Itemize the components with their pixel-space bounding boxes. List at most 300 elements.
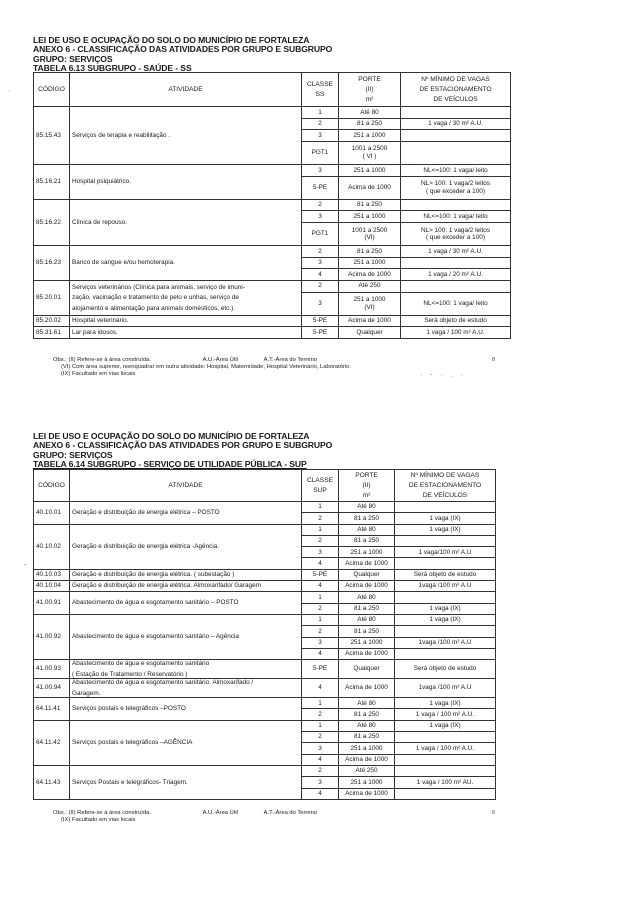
parking-value: NL<=100: 1 vaga/ leito	[423, 212, 488, 220]
activity-code: 40.10.02	[34, 524, 70, 569]
class-cell: 2	[302, 603, 339, 614]
activity-text-line: Geração e distribuição de energia elétrica. ( subestação )	[72, 571, 235, 579]
parking-value: NL> 100: 1 vaga/2 leitos	[420, 180, 491, 188]
activity-description	[70, 107, 302, 165]
class-cell: 3	[302, 164, 339, 176]
parking-cell	[401, 327, 511, 339]
activity-description	[70, 502, 302, 525]
parking-cell	[395, 614, 496, 625]
parking-value: 1 vaga (IX)	[429, 616, 461, 624]
class-cell: 2	[302, 280, 339, 292]
porte-cell	[339, 280, 401, 292]
parking-cell	[401, 211, 511, 223]
table-title: TABELA 6.14 SUBGRUPO - SERVIÇO DE UTILIDADE PÚBLICA - SUP	[33, 459, 307, 470]
annex-title: ANEXO 6 - CLASSIFICAÇÃO DAS ATIVIDADES POR GRUPO E SUBGRUPO	[33, 440, 333, 451]
porte-value: 81 a 250	[357, 201, 382, 209]
porte-cell	[339, 614, 395, 625]
parking-value: 1 vaga (IX)	[429, 699, 461, 707]
porte-value: 81 a 250	[354, 514, 379, 522]
class-cell: 5-PE	[302, 660, 339, 679]
activity-description	[70, 679, 302, 698]
activity-code: 64.11.43	[34, 765, 70, 799]
parking-cell	[395, 502, 496, 513]
activity-description	[70, 199, 302, 245]
porte-cell	[339, 603, 395, 614]
activity-text-line: Serviços de terapia e reabilitação .	[72, 131, 171, 139]
porte-cell	[339, 660, 395, 679]
porte-value: 251 a 1000	[353, 131, 386, 139]
porte-value: Acima de 1000	[345, 559, 388, 567]
parking-value: 1 vaga / 100 m² A.U.	[415, 744, 475, 752]
class-cell: PGT1	[302, 222, 339, 245]
class-cell: 2	[302, 626, 339, 637]
activity-description	[70, 698, 302, 721]
parking-value: 1 vaga (IX)	[429, 605, 461, 613]
parking-value: NL> 100: 1 vaga/2 leitos	[420, 226, 491, 234]
activity-text-line: Serviços Postais e telegráficos- Triagem.	[72, 778, 188, 786]
note-ix: (IX) Facultado em vias locais	[61, 371, 136, 377]
activity-text-line: Hospital veterinário.	[72, 317, 129, 325]
class-cell: 1	[302, 614, 339, 625]
class-cell: 4	[302, 648, 339, 659]
porte-cell	[339, 164, 401, 176]
activity-text-line: alojamento e alimentação para animais domésticos, etc.).	[72, 304, 236, 312]
class-cell: 2	[302, 118, 339, 130]
activity-text-line: Serviços veterinários (Clínica para animais, serviço de imuni-	[72, 283, 245, 291]
class-cell: 3	[302, 130, 339, 142]
parking-cell	[395, 592, 496, 603]
scan-speck: · - · . ·	[420, 372, 467, 379]
note-row-1	[53, 357, 351, 364]
activity-description	[70, 660, 302, 679]
col-header-porte	[339, 470, 395, 502]
activity-description	[70, 765, 302, 799]
activity-code: 85.20.02	[34, 315, 70, 327]
porte-cell	[339, 292, 401, 315]
note-area-construida: Obs.: (II) Refere-se à área construída.	[53, 357, 151, 363]
porte-value: 251 a 1000	[350, 638, 383, 646]
class-cell: 5-PE	[302, 315, 339, 327]
porte-value: 81 a 250	[354, 627, 379, 635]
activity-text-line: Abastecimento de água e esgotamento sanitário – Agência	[72, 633, 239, 641]
porte-cell	[339, 777, 395, 788]
vagas-label-1: Nº MÍNIMO DE VAGAS	[421, 75, 490, 83]
class-sub-label: SS	[315, 90, 325, 98]
activity-code: 41.00.94	[34, 679, 70, 698]
porte-cell	[339, 679, 395, 698]
parking-cell	[401, 199, 511, 211]
porte-cell	[339, 648, 395, 659]
porte-cell	[339, 720, 395, 731]
class-cell: 4	[302, 754, 339, 765]
activity-description	[70, 315, 302, 327]
porte-cell	[339, 524, 395, 535]
porte-value: Até 80	[357, 593, 376, 601]
parking-cell	[401, 176, 511, 199]
parking-cell	[401, 118, 511, 130]
parking-note: ( que exceder a 100)	[426, 187, 485, 195]
activity-code: 40.10.01	[34, 502, 70, 525]
porte-value: Acima de 1000	[345, 684, 388, 692]
porte-note: (VI)	[364, 303, 375, 311]
parking-cell	[395, 743, 496, 754]
parking-cell	[395, 524, 496, 535]
activity-text-line: Serviços postais e telegráficos –POSTO	[72, 705, 186, 713]
porte-value: Até 250	[355, 767, 378, 775]
class-cell: 5-PE	[302, 176, 339, 199]
porte-cell	[339, 626, 395, 637]
class-cell: 2	[302, 513, 339, 524]
activity-code: 41.00.91	[34, 592, 70, 615]
law-title: LEI DE USO E OCUPAÇÃO DO SOLO DO MUNICÍPIO DE FORTALEZA	[33, 35, 310, 45]
parking-value: NL<=100: 1 vaga/ leito	[423, 299, 488, 307]
class-cell: 4	[302, 788, 339, 799]
parking-cell	[395, 648, 496, 659]
activity-text-line: Abastecimento de água e esgotamento sanitário. Almoxarifado /	[72, 679, 254, 687]
page-number: 6	[492, 810, 496, 816]
class-cell: 2	[302, 535, 339, 546]
porte-cell	[339, 257, 401, 269]
class-cell: 2	[302, 732, 339, 743]
table-title: TABELA 6.13 SUBGRUPO - SAÚDE - SS	[33, 63, 192, 74]
porte-value: Qualquer	[353, 665, 380, 673]
porte-value: 251 a 1000	[350, 744, 383, 752]
note-at: A.T.-Área do Terreno	[263, 357, 318, 363]
activity-text-line: ( Estação de Tratamento / Reservatório )	[72, 670, 188, 678]
table-row	[34, 698, 496, 709]
parking-cell	[395, 581, 496, 592]
parking-cell	[401, 292, 511, 315]
porte-value: 251 a 1000	[353, 259, 386, 267]
class-cell: 3	[302, 547, 339, 558]
class-cell: PGT1	[302, 141, 339, 164]
porte-cell	[339, 269, 401, 281]
porte-label: PORTE	[358, 75, 381, 83]
class-sub-label: SUP	[313, 486, 327, 494]
parking-cell	[401, 130, 511, 142]
parking-cell	[395, 777, 496, 788]
table-row	[34, 524, 496, 535]
parking-note: ( que exceder a 100)	[426, 234, 485, 242]
parking-cell	[395, 709, 496, 720]
parking-value: 1 vaga (IX)	[429, 514, 461, 522]
porte-cell	[339, 246, 401, 258]
activity-code: 64.11.42	[34, 720, 70, 765]
porte-value: 81 a 250	[354, 605, 379, 613]
group-title: GRUPO: SERVIÇOS	[33, 53, 113, 64]
parking-value: 1 vaga / 100 m² A.U.	[415, 710, 475, 718]
class-cell: 1	[302, 720, 339, 731]
porte-cell	[339, 558, 395, 569]
note-au: A.U.-Área Útil	[202, 810, 239, 816]
table-613	[33, 72, 511, 339]
class-cell: 2	[302, 246, 339, 258]
porte-cell	[339, 788, 395, 799]
table-row	[34, 720, 496, 731]
parking-value: 1vaga /100 m² A.U	[418, 684, 472, 692]
class-cell: 3	[302, 743, 339, 754]
activity-text-line: Serviços postais e telegráficos –AGÊNCIA	[72, 739, 193, 747]
vagas-label-1: Nº MÍNIMO DE VAGAS	[410, 471, 480, 479]
parking-cell	[395, 569, 496, 580]
porte-value: 251 a 1000	[350, 548, 383, 556]
parking-value: 1 vaga / 100 m² AU.	[416, 778, 474, 786]
note-row-1	[53, 810, 317, 817]
class-cell: 3	[302, 777, 339, 788]
table-row	[34, 246, 511, 258]
parking-value: 1vaga /100 m² A.U	[418, 638, 472, 646]
activity-code: 85.16.22	[34, 199, 70, 245]
porte-note: (II)	[362, 481, 371, 489]
porte-cell	[339, 581, 395, 592]
parking-value: 1 vaga / 100 m² A.U.	[426, 328, 485, 336]
class-cell: 3	[302, 637, 339, 648]
porte-value: 251 a 1000	[353, 166, 386, 174]
porte-note: (VI)	[364, 234, 375, 242]
porte-unit: m²	[362, 491, 371, 499]
activity-description	[70, 524, 302, 569]
parking-cell	[395, 626, 496, 637]
class-cell: 5-PE	[302, 327, 339, 339]
col-header-class	[302, 73, 339, 107]
table-row	[34, 660, 496, 679]
activity-description	[70, 327, 302, 339]
vagas-label-2: DE ESTACIONAMENTO	[408, 481, 482, 489]
class-cell: 4	[302, 558, 339, 569]
parking-value: 1 vaga (IX)	[429, 525, 461, 533]
porte-value: 81 a 250	[357, 120, 382, 128]
class-cell: 4	[302, 581, 339, 592]
porte-value: Até 80	[360, 108, 379, 116]
class-cell: 1	[302, 698, 339, 709]
activity-text-line: Geração e distribuição de energia elétrica. Almoxarifado/ Garagem	[72, 582, 261, 590]
parking-value: 1 vaga/100 m² A.U	[418, 548, 472, 556]
law-title: LEI DE USO E OCUPAÇÃO DO SOLO DO MUNICÍPIO DE FORTALEZA	[33, 431, 310, 441]
class-label: CLASSE	[306, 476, 334, 484]
parking-cell	[395, 535, 496, 546]
porte-value: Até 80	[357, 525, 376, 533]
note-at: A.T.-Área do Terreno	[263, 810, 318, 816]
table-613-header	[33, 36, 332, 74]
class-cell: 5-PE	[302, 569, 339, 580]
porte-value: Acima de 1000	[345, 582, 388, 590]
activity-code: 85.16.21	[34, 164, 70, 199]
activity-code: 85.15.43	[34, 107, 70, 165]
activity-text-line: Geração e distribuição de energia elétrica -Agência.	[72, 542, 220, 550]
activity-description	[70, 581, 302, 592]
porte-cell	[339, 709, 395, 720]
class-cell: 2	[302, 709, 339, 720]
table-row	[34, 164, 511, 176]
porte-value: Acima de 1000	[348, 183, 391, 191]
porte-value: Até 80	[357, 722, 376, 730]
activity-description	[70, 614, 302, 659]
porte-cell	[339, 637, 395, 648]
activity-code: 40.10.04	[34, 581, 70, 592]
table-row	[34, 581, 496, 592]
note-ix: (IX) Facultado em vias locais	[61, 817, 136, 823]
porte-value: Qualquer	[356, 328, 383, 336]
porte-cell	[339, 547, 395, 558]
porte-value: 81 a 250	[354, 537, 379, 545]
activity-code: 64.11.41	[34, 698, 70, 721]
class-cell: 1	[302, 502, 339, 513]
parking-cell	[395, 754, 496, 765]
porte-value: 251 a 1000	[353, 212, 386, 220]
parking-cell	[401, 315, 511, 327]
class-cell: 1	[302, 592, 339, 603]
class-cell: 4	[302, 679, 339, 698]
parking-value: Será objeto de estudo	[413, 571, 477, 579]
porte-cell	[339, 592, 395, 603]
parking-value: 1 vaga / 20 m² A.U.	[428, 270, 483, 278]
porte-cell	[339, 502, 395, 513]
parking-value: 1 vaga / 30 m² A.U.	[428, 120, 483, 128]
scan-speck: -	[24, 562, 27, 569]
porte-cell	[339, 698, 395, 709]
porte-label: PORTE	[355, 471, 378, 479]
porte-unit: m²	[365, 95, 374, 103]
vagas-label-3: DE VEÍCULOS	[422, 491, 468, 499]
parking-cell	[395, 698, 496, 709]
class-cell: 2	[302, 765, 339, 776]
col-header-code: CÓDIGO	[34, 73, 70, 107]
activity-description	[70, 569, 302, 580]
activity-code: 85.16.23	[34, 246, 70, 281]
table-row	[34, 679, 496, 698]
activity-code: 40.10.03	[34, 569, 70, 580]
parking-cell	[401, 107, 511, 119]
activity-description	[70, 246, 302, 281]
porte-value: 1001 a 2500	[351, 226, 388, 234]
vagas-label-3: DE VEÍCULOS	[433, 95, 478, 103]
table-header-row	[34, 73, 511, 107]
porte-cell	[339, 176, 401, 199]
col-header-vagas	[401, 73, 511, 107]
porte-value: Acima de 1000	[348, 270, 391, 278]
parking-value: Será objeto de estudo	[413, 665, 477, 673]
class-cell: 1	[302, 107, 339, 119]
class-cell: 3	[302, 257, 339, 269]
activity-description	[70, 592, 302, 615]
vagas-label-2: DE ESTACIONAMENTO	[419, 85, 492, 93]
porte-value: Acima de 1000	[348, 317, 391, 325]
parking-cell	[395, 637, 496, 648]
porte-cell	[339, 222, 401, 245]
parking-cell	[395, 603, 496, 614]
porte-cell	[339, 141, 401, 164]
parking-cell	[401, 280, 511, 292]
table-row	[34, 280, 511, 292]
activity-text-line: Lar para idosos.	[72, 328, 118, 336]
activity-text-line: Garagem.	[72, 689, 101, 697]
porte-cell	[339, 211, 401, 223]
porte-value: 1001 a 2500	[351, 145, 388, 153]
porte-value: Acima de 1000	[345, 650, 388, 658]
parking-cell	[395, 679, 496, 698]
porte-note: ( VI )	[362, 152, 377, 160]
table-row	[34, 199, 511, 211]
porte-value: Até 80	[357, 699, 376, 707]
page-number: 8	[492, 357, 496, 363]
activity-text-line: Abastecimento de água e esgotamento sanitário – POSTO	[72, 599, 239, 607]
porte-note: (II)	[365, 85, 374, 93]
porte-cell	[339, 569, 395, 580]
col-header-porte	[339, 73, 401, 107]
activity-text-line: Abastecimento de água e esgotamento sanitário	[72, 660, 210, 668]
parking-cell	[401, 141, 511, 164]
col-header-activity: ATIVIDADE	[70, 470, 302, 502]
note-area-construida: Obs.: (II) Refere-se à área construída.	[53, 810, 151, 816]
col-header-code: CÓDIGO	[34, 470, 70, 502]
activity-code: 41.00.92	[34, 614, 70, 659]
parking-cell	[395, 660, 496, 679]
scan-speck: ·	[8, 88, 11, 95]
activity-text-line: zação, vacinação e tratamento de pelo e unhas, serviço de	[72, 294, 239, 302]
parking-value: Será objeto de estudo	[424, 317, 487, 325]
parking-value: 1 vaga (IX)	[429, 722, 461, 730]
porte-cell	[339, 199, 401, 211]
parking-cell	[395, 732, 496, 743]
class-label: CLASSE	[306, 80, 334, 88]
porte-value: 81 a 250	[354, 733, 379, 741]
parking-cell	[395, 558, 496, 569]
class-cell: 1	[302, 524, 339, 535]
porte-value: Acima de 1000	[345, 756, 388, 764]
activity-code: 41.00.93	[34, 660, 70, 679]
table-row	[34, 502, 496, 513]
porte-cell	[339, 107, 401, 119]
activity-code: 85.31.61	[34, 327, 70, 339]
porte-cell	[339, 130, 401, 142]
parking-value: 1 vaga / 30 m² A.U.	[428, 247, 483, 255]
porte-cell	[339, 754, 395, 765]
porte-value: Acima de 1000	[345, 789, 388, 797]
activity-text-line: Clínica de repouso.	[72, 218, 128, 226]
activity-text-line: Banco de sangue e/ou hemoterapia.	[72, 259, 176, 267]
parking-cell	[395, 513, 496, 524]
col-header-vagas	[395, 470, 496, 502]
note-vi: (VI) Com área superior, reenquadrar em outra atividade: Hospital, Maternidade, Hospital Veterinário, Laboratório.	[61, 364, 351, 370]
group-title: GRUPO: SERVIÇOS	[33, 449, 113, 460]
porte-cell	[339, 732, 395, 743]
porte-cell	[339, 535, 395, 546]
parking-cell	[401, 257, 511, 269]
activity-code: 85.20.01	[34, 280, 70, 315]
col-header-class	[302, 470, 339, 502]
table-row	[34, 614, 496, 625]
porte-cell	[339, 743, 395, 754]
porte-value: 81 a 250	[357, 247, 382, 255]
class-cell: 2	[302, 199, 339, 211]
porte-cell	[339, 327, 401, 339]
porte-value: Até 250	[358, 282, 381, 290]
table-row	[34, 107, 511, 119]
parking-cell	[395, 720, 496, 731]
activity-description	[70, 720, 302, 765]
annex-title: ANEXO 6 - CLASSIFICAÇÃO DAS ATIVIDADES POR GRUPO E SUBGRUPO	[33, 44, 333, 55]
activity-text-line: Hospital psiquiátrico.	[72, 178, 131, 186]
parking-cell	[401, 269, 511, 281]
parking-value: NL<=100: 1 vaga/ leito	[423, 166, 488, 174]
table-614	[33, 469, 496, 800]
table-614-notes	[53, 810, 317, 824]
table-613-notes	[53, 357, 351, 378]
parking-cell	[401, 164, 511, 176]
parking-cell	[401, 222, 511, 245]
parking-cell	[395, 547, 496, 558]
table-614-header	[33, 432, 332, 470]
